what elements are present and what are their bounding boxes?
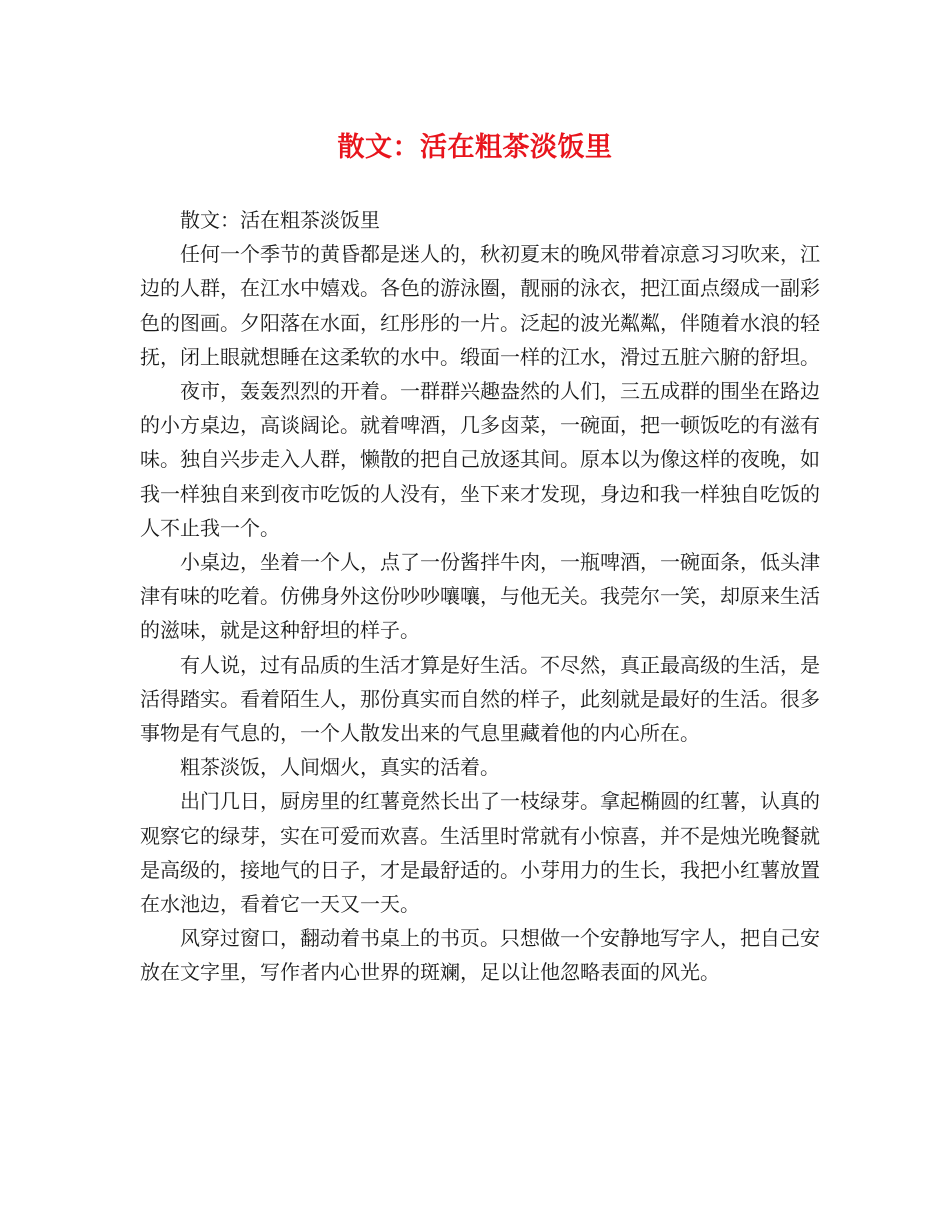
paragraph: 粗茶淡饭，人间烟火，真实的活着。 bbox=[180, 755, 500, 780]
paragraph: 风穿过窗口，翻动着书桌上的书页。只想做一个安静地写字人，把自己安放在文字里，写作者内心世界的斑斓，足以让他忽略表面的风光。 bbox=[140, 926, 820, 985]
document-body bbox=[140, 203, 820, 990]
document-title: 散文：活在粗茶淡饭里 bbox=[337, 132, 613, 163]
paragraph: 有人说，过有品质的生活才算是好生活。不尽然，真正最高级的生活，是活得踏实。看着陌生人，那份真实而自然的样子，此刻就是最好的生活。很多事物是有气息的，一个人散发出来的气息里藏着他的内心所在。 bbox=[140, 652, 820, 746]
paragraph: 出门几日，厨房里的红薯竟然长出了一枝绿芽。拿起椭圆的红薯，认真的观察它的绿芽，实在可爱而欢喜。生活里时常就有小惊喜，并不是烛光晚餐就是高级的，接地气的日子，才是最舒适的。小芽用力的生长，我把小红薯放置在水池边，看着它一天又一天。 bbox=[140, 789, 820, 917]
paragraph: 散文：活在粗茶淡饭里 bbox=[180, 208, 380, 232]
paragraph: 夜市，轰轰烈烈的开着。一群群兴趣盎然的人们，三五成群的围坐在路边的小方桌边，高谈阔论。就着啤酒，几多卤菜，一碗面，把一顿饭吃的有滋有味。独自兴步走入人群，懒散的把自己放逐其间。原本以为像这样的夜晚，如我一样独自来到夜市吃饭的人没有，坐下来才发现，身边和我一样独自吃饭的人不止我一个。 bbox=[140, 379, 820, 540]
paragraph: 小桌边，坐着一个人，点了一份酱拌牛肉，一瓶啤酒，一碗面条，低头津津有味的吃着。仿佛身外这份吵吵嚷嚷，与他无关。我莞尔一笑，却原来生活的滋味，就是这种舒坦的样子。 bbox=[140, 550, 820, 643]
paragraph: 任何一个季节的黄昏都是迷人的，秋初夏末的晚风带着凉意习习吹来，江边的人群，在江水中嬉戏。各色的游泳圈，靓丽的泳衣，把江面点缀成一副彩色的图画。夕阳落在水面，红彤彤的一片。泛起的波光粼粼，伴随着水浪的轻抚，闭上眼就想睡在这柔软的水中。缎面一样的江水，滑过五脏六腑的舒坦。 bbox=[140, 242, 820, 369]
